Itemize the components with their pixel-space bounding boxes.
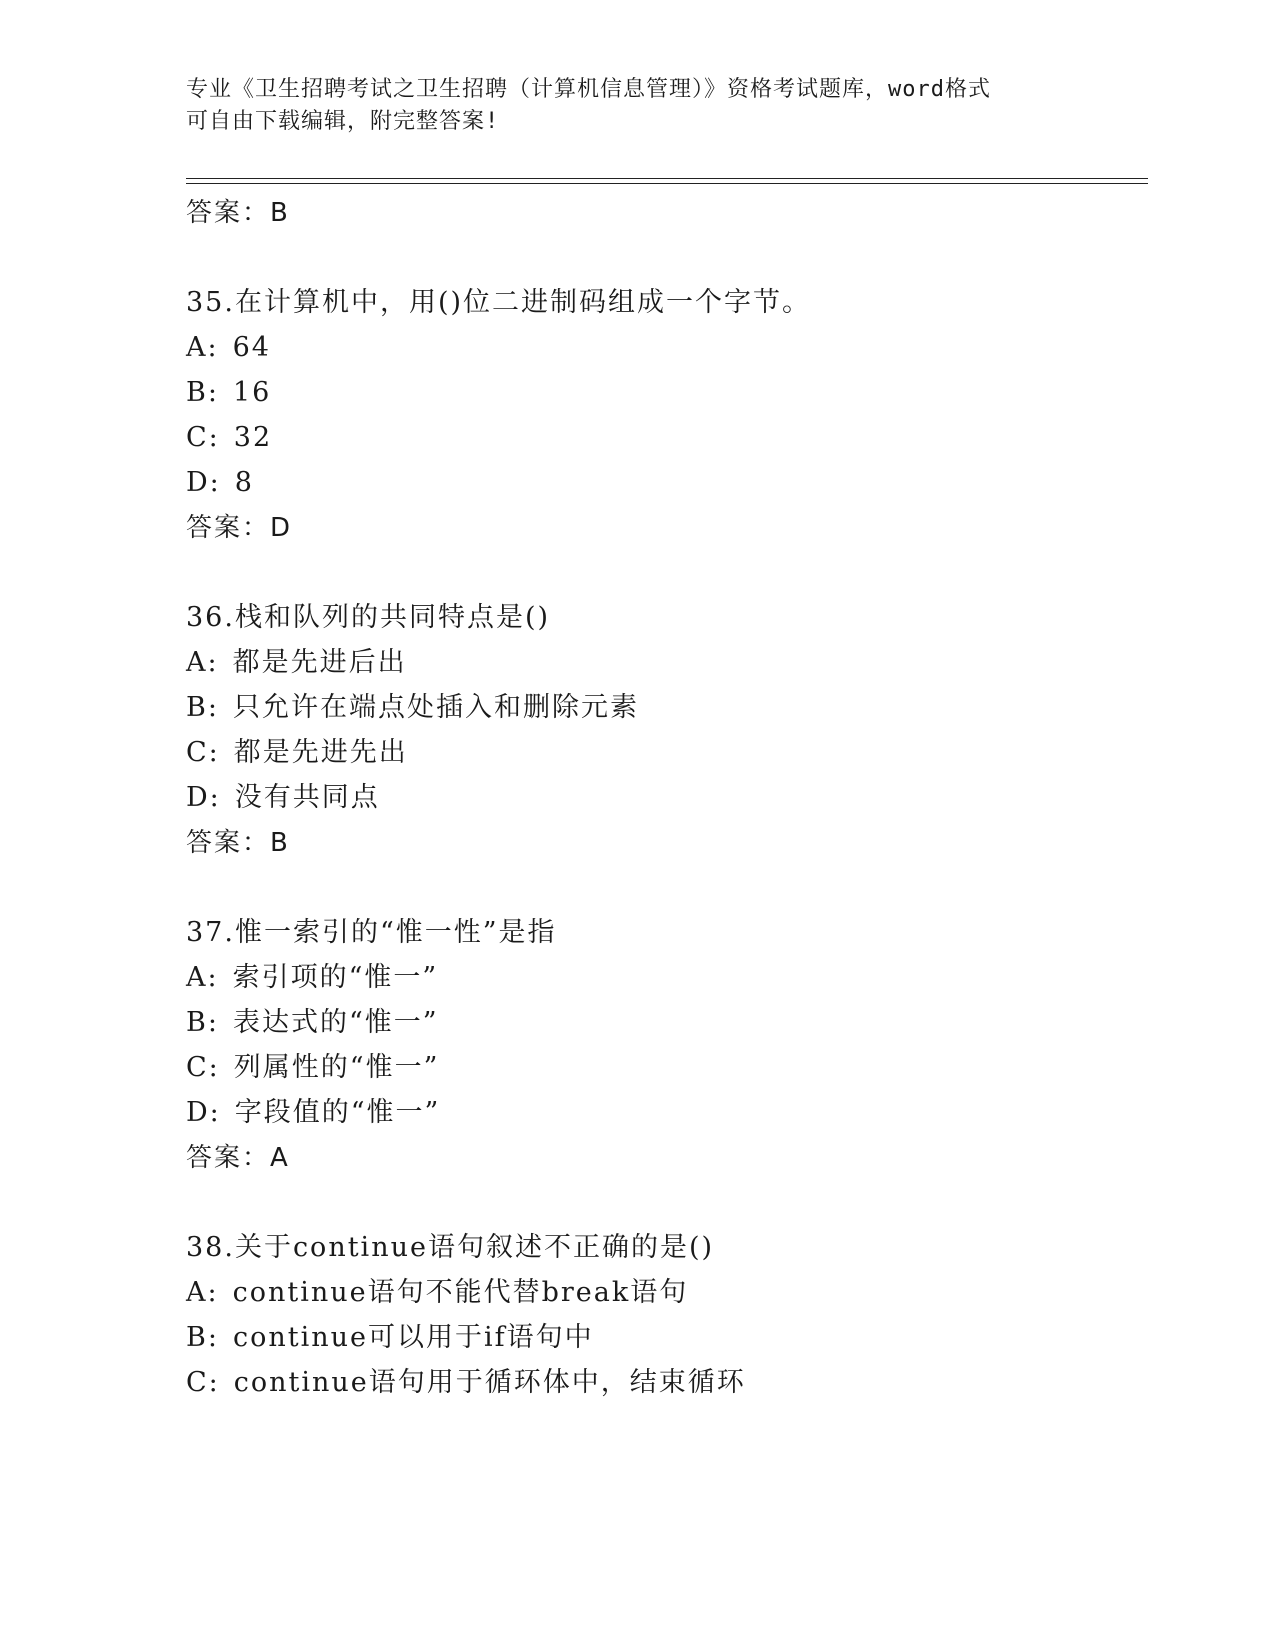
option-b bbox=[186, 685, 1166, 730]
option-b bbox=[186, 1000, 1166, 1045]
question-38 bbox=[186, 1225, 1166, 1405]
answer: 答案：D bbox=[186, 513, 293, 543]
previous-answer: 答案：B bbox=[186, 198, 290, 228]
option-key: B: bbox=[186, 1322, 219, 1353]
option-key: A: bbox=[186, 332, 219, 363]
option-key: D: bbox=[186, 1097, 221, 1128]
option-a bbox=[186, 955, 1166, 1000]
option-key: C: bbox=[186, 1052, 220, 1083]
option-c bbox=[186, 730, 1166, 775]
option-d bbox=[186, 775, 1166, 820]
option-b bbox=[186, 1315, 1166, 1360]
option-text: 都是先进先出 bbox=[233, 737, 408, 768]
option-key: B: bbox=[186, 377, 219, 408]
option-key: A: bbox=[186, 647, 219, 678]
answer: 答案：A bbox=[186, 1143, 290, 1173]
option-a bbox=[186, 1270, 1166, 1315]
option-text: 32 bbox=[233, 422, 273, 453]
option-key: C: bbox=[186, 1367, 220, 1398]
option-text: continue可以用于if语句中 bbox=[232, 1322, 594, 1353]
question-36 bbox=[186, 595, 1166, 866]
header-divider-top bbox=[186, 178, 1148, 179]
option-key: A: bbox=[186, 962, 219, 993]
question-text: 38.关于continue语句叙述不正确的是() bbox=[186, 1232, 715, 1263]
question-list bbox=[186, 190, 1166, 1405]
question-text: 37.惟一索引的“惟一性”是指 bbox=[186, 917, 557, 948]
option-key: B: bbox=[186, 692, 219, 723]
option-text: 64 bbox=[232, 332, 271, 363]
option-key: C: bbox=[186, 422, 220, 453]
option-text: 都是先进后出 bbox=[232, 647, 407, 678]
header-title-line-1: 专业《卫生招聘考试之卫生招聘（计算机信息管理）》资格考试题库，word格式 bbox=[186, 77, 991, 102]
option-text: 列属性的“惟一” bbox=[233, 1052, 440, 1083]
document-header bbox=[186, 74, 1086, 138]
question-37 bbox=[186, 910, 1166, 1181]
header-divider-bottom bbox=[186, 183, 1148, 184]
option-key: A: bbox=[186, 1277, 219, 1308]
question-35 bbox=[186, 280, 1166, 551]
header-title-line-2: 可自由下载编辑，附完整答案! bbox=[186, 109, 500, 134]
option-c bbox=[186, 415, 1166, 460]
option-text: 没有共同点 bbox=[234, 782, 380, 813]
option-c bbox=[186, 1360, 1166, 1405]
answer: 答案：B bbox=[186, 828, 290, 858]
option-text: 字段值的“惟一” bbox=[234, 1097, 441, 1128]
option-text: continue语句用于循环体中，结束循环 bbox=[233, 1367, 746, 1398]
option-text: 只允许在端点处插入和删除元素 bbox=[232, 692, 639, 723]
option-text: 16 bbox=[232, 377, 272, 408]
option-d bbox=[186, 460, 1166, 505]
option-key: C: bbox=[186, 737, 220, 768]
option-c bbox=[186, 1045, 1166, 1090]
option-text: 索引项的“惟一” bbox=[232, 962, 439, 993]
option-d bbox=[186, 1090, 1166, 1135]
question-text: 35.在计算机中，用()位二进制码组成一个字节。 bbox=[186, 287, 812, 318]
option-a bbox=[186, 640, 1166, 685]
option-a bbox=[186, 325, 1166, 370]
option-key: D: bbox=[186, 467, 221, 498]
option-key: B: bbox=[186, 1007, 219, 1038]
option-text: continue语句不能代替break语句 bbox=[232, 1277, 689, 1308]
option-key: D: bbox=[186, 782, 221, 813]
option-text: 8 bbox=[234, 467, 254, 498]
question-text: 36.栈和队列的共同特点是() bbox=[186, 602, 551, 633]
option-text: 表达式的“惟一” bbox=[232, 1007, 439, 1038]
option-b bbox=[186, 370, 1166, 415]
